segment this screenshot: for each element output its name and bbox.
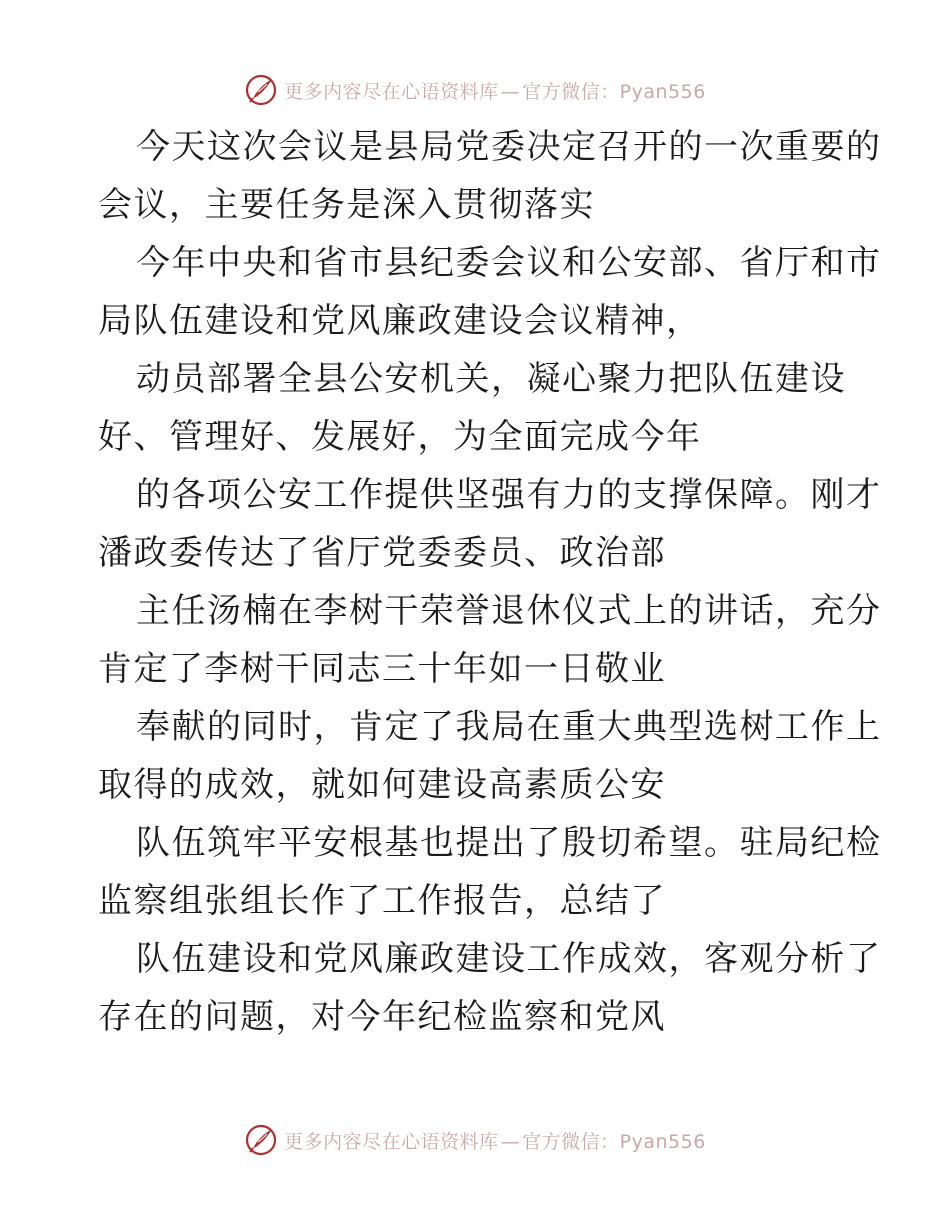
paragraph-line: 的各项公安工作提供坚强有力的支撑保障。刚才 bbox=[136, 475, 882, 515]
paragraph-8 bbox=[98, 930, 882, 1046]
paragraph-line: 肯定了李树干同志三十年如一日敬业 bbox=[98, 649, 666, 689]
paragraph-line: 队伍建设和党风廉政建设工作成效，客观分析了 bbox=[136, 939, 882, 979]
paragraph-line: 存在的问题，对今年纪检监察和党风 bbox=[98, 997, 666, 1037]
paragraph-line: 奉献的同时，肯定了我局在重大典型选树工作上 bbox=[136, 707, 882, 747]
paragraph-line: 队伍筑牢平安根基也提出了殷切希望。驻局纪检 bbox=[136, 823, 882, 863]
paragraph-7 bbox=[98, 814, 882, 930]
document-body bbox=[98, 118, 882, 1046]
watermark-dash: — bbox=[500, 1130, 521, 1153]
watermark-dash: — bbox=[500, 80, 521, 103]
paragraph-6 bbox=[98, 698, 882, 814]
paragraph-line: 局队伍建设和党风廉政建设会议精神， bbox=[98, 301, 702, 341]
watermark-text bbox=[284, 77, 706, 104]
paragraph-line: 主任汤楠在李树干荣誉退休仪式上的讲话，充分 bbox=[136, 591, 882, 631]
watermark-text bbox=[284, 1127, 706, 1154]
paragraph-line: 取得的成效，就如何建设高素质公安 bbox=[98, 765, 666, 805]
watermark-wechat: 官方微信：Pyan556 bbox=[522, 80, 706, 103]
paragraph-line: 会议，主要任务是深入贯彻落实 bbox=[98, 185, 595, 225]
watermark-main: 更多内容尽在心语资料库 bbox=[284, 1130, 499, 1153]
paragraph-3 bbox=[98, 350, 858, 466]
paragraph-5 bbox=[98, 582, 882, 698]
paragraph-line: 好、管理好、发展好，为全面完成今年 bbox=[98, 417, 702, 457]
paragraph-line: 今年中央和省市县纪委会议和公安部、省厅和市 bbox=[136, 243, 882, 283]
paragraph-4 bbox=[98, 466, 882, 582]
paragraph-2 bbox=[98, 234, 882, 350]
quill-pen-logo-icon bbox=[244, 1123, 278, 1157]
paragraph-line: 今天这次会议是县局党委决定召开的一次重要的 bbox=[136, 127, 882, 167]
paragraph-line: 潘政委传达了省厅党委委员、政治部 bbox=[98, 533, 666, 573]
watermark-wechat: 官方微信：Pyan556 bbox=[522, 1130, 706, 1153]
paragraph-line: 动员部署全县公安机关，凝心聚力把队伍建设 bbox=[136, 359, 846, 399]
paragraph-line: 监察组张组长作了工作报告，总结了 bbox=[98, 881, 666, 921]
quill-pen-logo-icon bbox=[244, 73, 278, 107]
watermark-main: 更多内容尽在心语资料库 bbox=[284, 80, 499, 103]
header-watermark bbox=[0, 70, 950, 110]
paragraph-1 bbox=[98, 118, 882, 234]
footer-watermark bbox=[0, 1120, 950, 1160]
